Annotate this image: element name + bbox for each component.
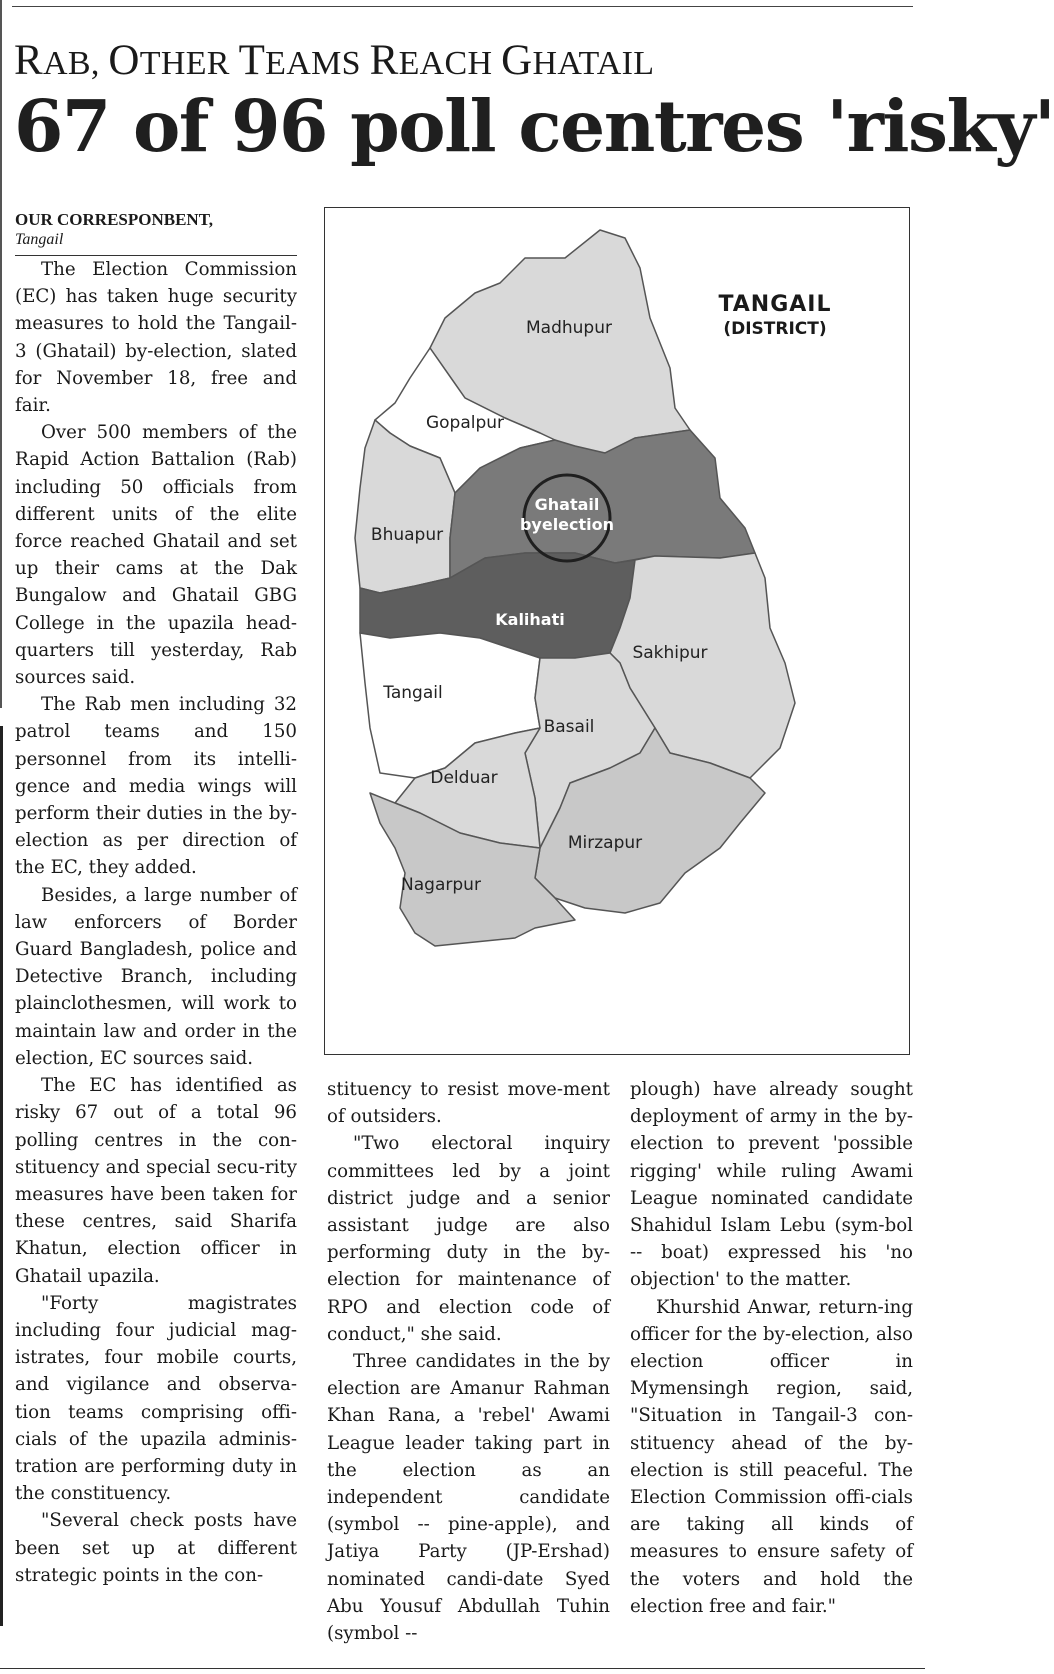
top-rule xyxy=(12,6,913,7)
bottom-rule xyxy=(0,1668,925,1669)
paragraph: Khurshid Anwar, return-ing officer for the by-election, also election officer in Mymensingh region, said, "Situation in Tangail-3 con-stituency ahead of the by-election is still peaceful. The Election Commission offi-cials are taking all kinds of measures to ensure safety of the voters and hold the election free and fair." xyxy=(630,1296,913,1617)
label-mirzapur: Mirzapur xyxy=(567,833,643,853)
label-ghatail: Ghatail xyxy=(534,495,600,514)
label-madhupur: Madhupur xyxy=(526,318,612,338)
label-gopalpur: Gopalpur xyxy=(425,413,505,433)
paragraph: "Forty magistrates including four judicial mag-istrates, four mobile courts, and vigilance and observa-tion teams comprising offi-cials of the upazila adminis-tration are performing duty in the constituency. xyxy=(15,1292,297,1505)
paragraph: Three candidates in the by election are Amanur Rahman Khan Rana, a 'rebel' Awami League leader taking part in the election as an independent candidate (symbol -- pine-apple), and Jatiya Party (JP-Ershad) nominated candi-date Syed Abu Yousuf Abdullah Tuhin (symbol -- xyxy=(327,1351,610,1645)
byline-author: OUR CORRESPONBENT, xyxy=(15,210,214,229)
label-sakhipur: Sakhipur xyxy=(632,643,708,663)
label-delduar: Delduar xyxy=(430,768,498,788)
paragraph: The Rab men including 32 patrol teams and 150 personnel from its intelli-gence and media wings will perform their duties in the by-election as per direction of the EC, they added. xyxy=(15,694,297,879)
label-tangail: Tangail xyxy=(383,683,443,703)
paragraph: Over 500 members of the Rapid Action Battalion (Rab) including 50 officials from different units of the elite force reached Ghatail and set up their cams at the Dak Bungalow and Ghatail GBG College in the upazila head-quarters till yesterday, Rab sources said. xyxy=(15,422,297,689)
kicker-headline: RAB, OTHER TEAMS REACH GHATAIL xyxy=(14,37,655,84)
paragraph: "Several check posts have been set up at different strategic points in the con- xyxy=(15,1510,297,1586)
left-margin-bar-thick xyxy=(0,726,3,1626)
paragraph-continued: stituency to resist move-ment of outsiders. xyxy=(327,1079,610,1128)
headline: 67 of 96 poll centres 'risky' xyxy=(14,84,1054,168)
label-basail: Basail xyxy=(543,717,595,737)
left-margin-bar xyxy=(0,0,2,708)
label-bhuapur: Bhuapur xyxy=(370,525,444,545)
label-ghatail-note: byelection xyxy=(519,515,615,534)
paragraph: "Two electoral inquiry committees led by a joint district judge and a senior assistant judge are also performing duty in the by-election for maintenance of RPO and election code of conduct," she said. xyxy=(327,1133,610,1345)
district-map xyxy=(324,207,910,1055)
article-column-2 xyxy=(327,1076,610,1647)
tangail-map-svg xyxy=(325,208,909,1054)
paragraph: The Election Commission (EC) has taken huge security measures to hold the Tangail-3 (Ghatail) by-election, slated for November 18, free and fair. xyxy=(15,259,297,417)
byline xyxy=(15,210,297,256)
paragraph: The EC has identified as risky 67 out of a total 96 polling centres in the con-stituency and special secu-rity measures have been taken for these centres, said Sharifa Khatun, election officer in Ghatail upazila. xyxy=(15,1075,297,1287)
article-column-3 xyxy=(630,1076,913,1620)
label-kalihati: Kalihati xyxy=(495,610,565,629)
paragraph-continued: plough) have already sought deployment of army in the by-election to prevent 'possible rigging' while ruling Awami League nominated candidate Shahidul Islam Lebu (sym-bol -- boat) expressed his 'no objection' to the matter. xyxy=(630,1079,913,1291)
byline-place: Tangail xyxy=(15,231,64,248)
map-subtitle: (DISTRICT) xyxy=(723,319,827,339)
paragraph: Besides, a large number of law enforcers of Border Guard Bangladesh, police and Detective Branch, including plainclothesmen, will work to maintain law and order in the election, EC sources said. xyxy=(15,884,297,1069)
label-nagarpur: Nagarpur xyxy=(401,875,481,895)
article-column-1 xyxy=(15,256,297,1589)
map-title: TANGAIL xyxy=(718,292,832,317)
